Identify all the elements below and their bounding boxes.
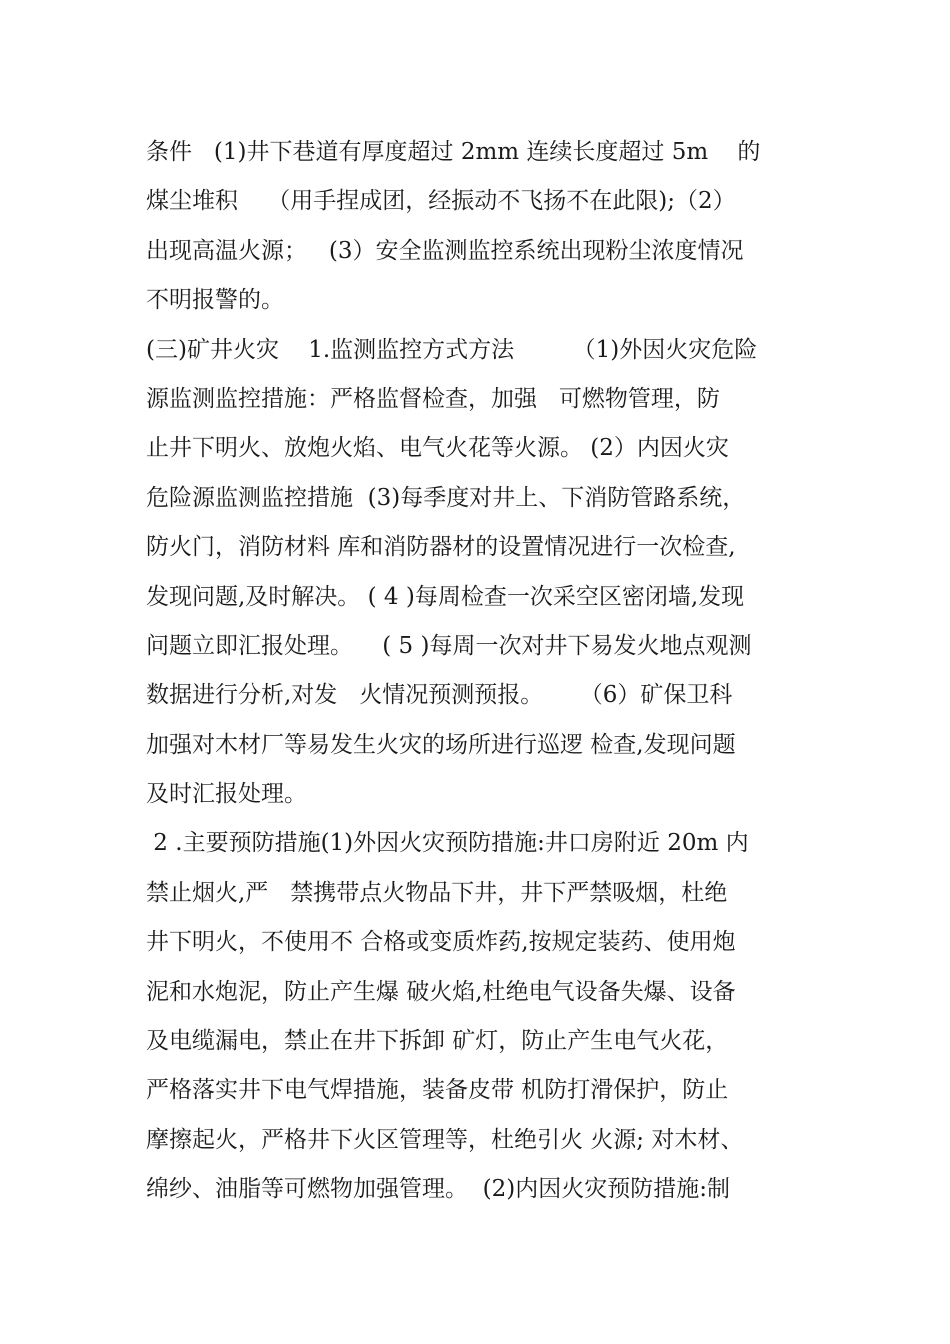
text-line: 发现问题,及时解决。 ( 4 )每周检查一次采空区密闭墙,发现 bbox=[146, 583, 745, 610]
text-line: 数据进行分析,对发 火情况预测预报。 （6）矿保卫科 bbox=[146, 682, 733, 709]
text-line: 禁止烟火,严 禁携带点火物品下井，井下严禁吸烟，杜绝 bbox=[146, 879, 728, 906]
text-line: 危险源监测监控措施 (3)每季度对井上、下消防管路系统， bbox=[146, 484, 746, 511]
text-line: 出现高温火源； (3）安全监测监控系统出现粉尘浓度情况 bbox=[146, 237, 744, 264]
text-line: 源监测监控措施：严格监督检查，加强 可燃物管理，防 bbox=[146, 385, 720, 412]
text-line: 绵纱、油脂等可燃物加强管理。 (2)内因火灾预防措施:制 bbox=[146, 1176, 730, 1203]
text-line: (三)矿井火灾 1.监测监控方式方法 （1)外因火灾危险 bbox=[146, 336, 758, 363]
text-line: 止井下明火、放炮火焰、电气火花等火源。 (2）内因火灾 bbox=[146, 435, 729, 462]
document-body bbox=[146, 128, 826, 1215]
text-line: 不明报警的。 bbox=[146, 287, 284, 314]
text-line: 及时汇报处理。 bbox=[146, 781, 307, 808]
text-line: 严格落实井下电气焊措施，装备皮带 机防打滑保护，防止 bbox=[146, 1077, 729, 1104]
text-line: 问题立即汇报处理。 ( 5 )每周一次对井下易发火地点观测 bbox=[146, 632, 752, 659]
text-line: 条件 (1)井下巷道有厚度超过 2mm 连续长度超过 5m 的 bbox=[146, 139, 761, 165]
text-line: 2 .主要预防措施(1)外因火灾预防措施:井口房附近 20m 内 bbox=[146, 830, 749, 857]
text-line: 防火门，消防材料 库和消防器材的设置情况进行一次检查, bbox=[146, 534, 736, 561]
text-line: 煤尘堆积 （用手捏成团，经振动不飞扬不在此限);（2） bbox=[146, 188, 736, 215]
text-line: 泥和水炮泥，防止产生爆 破火焰,杜绝电气设备失爆、设备 bbox=[146, 978, 736, 1005]
text-line: 加强对木材厂等易发生火灾的场所进行巡逻 检查,发现问题 bbox=[146, 731, 736, 758]
text-line: 井下明火，不使用不 合格或变质炸药,按规定装药、使用炮 bbox=[146, 929, 736, 956]
text-line: 摩擦起火，严格井下火区管理等，杜绝引火 火源; 对木材、 bbox=[146, 1126, 744, 1153]
text-line: 及电缆漏电，禁止在井下拆卸 矿灯，防止产生电气火花， bbox=[146, 1028, 729, 1055]
